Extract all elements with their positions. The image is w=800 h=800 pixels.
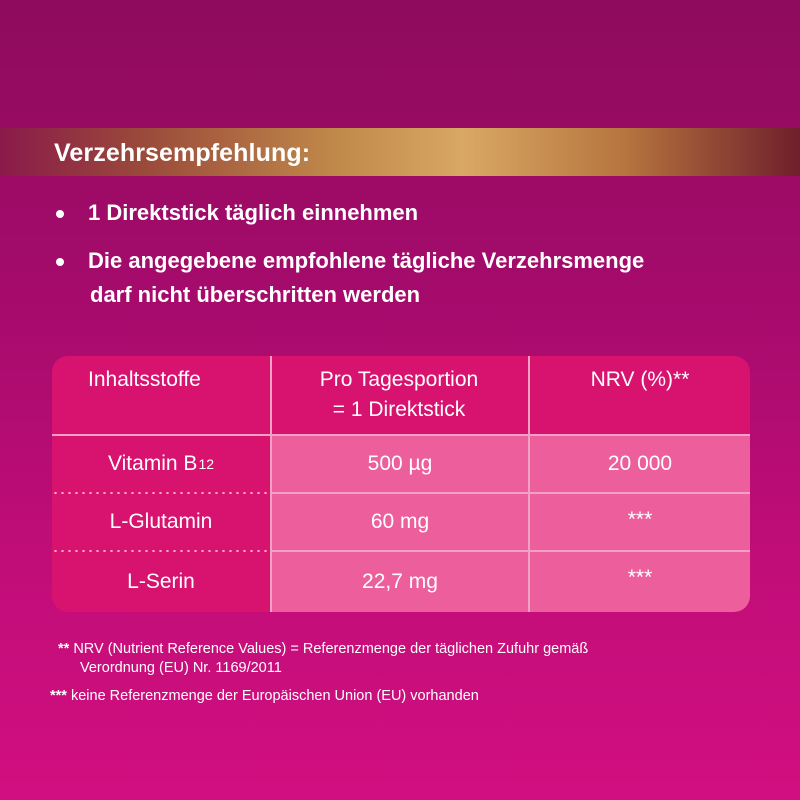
bullet-text: [88, 196, 418, 230]
row-ingredient: L-Glutamin: [109, 510, 213, 533]
column-divider: [528, 356, 530, 612]
row-nrv: ***: [530, 552, 750, 612]
dotted-divider: [52, 550, 270, 552]
bullet-dot: [56, 258, 64, 266]
dotted-divider: [52, 492, 270, 494]
bullet-dot: [56, 210, 64, 218]
column-divider: [270, 356, 272, 612]
bullet-line: Die angegebene empfohlene tägliche Verzehrsmenge: [88, 248, 645, 273]
header-ingredient: Inhaltsstoffe: [88, 368, 201, 391]
row-nrv: 20 000: [530, 436, 750, 492]
row-divider: [52, 434, 750, 436]
footnote-no-reference: *** keine Referenzmenge der Europäischen Union (EU) vorhanden: [50, 688, 479, 704]
row-portion: 500 µg: [272, 436, 528, 492]
header-nrv: NRV (%)**: [590, 368, 690, 391]
row-ingredient: Vitamin B 12: [107, 452, 215, 475]
row-divider: [270, 550, 750, 552]
row-ingredient: L-Serin: [127, 570, 195, 593]
row-portion: 60 mg: [272, 494, 528, 550]
header-portion: Pro Tagesportion = 1 Direktstick: [319, 368, 479, 421]
bullet-text: [88, 244, 644, 312]
bullet-line: darf nicht überschritten werden: [90, 282, 421, 307]
nutrition-table: [52, 356, 750, 612]
row-divider: [270, 492, 750, 494]
row-nrv: ***: [530, 494, 750, 550]
bullet-line: 1 Direktstick täglich einnehmen: [88, 200, 419, 225]
footnote-nrv: ** NRV (Nutrient Reference Values) = Referenzmenge der täglichen Zufuhr gemäß Verordnung (EU) Nr. 1169/2011: [58, 641, 589, 676]
banner-title: Verzehrsempfehlung:: [54, 139, 311, 167]
row-portion: 22,7 mg: [272, 552, 528, 612]
